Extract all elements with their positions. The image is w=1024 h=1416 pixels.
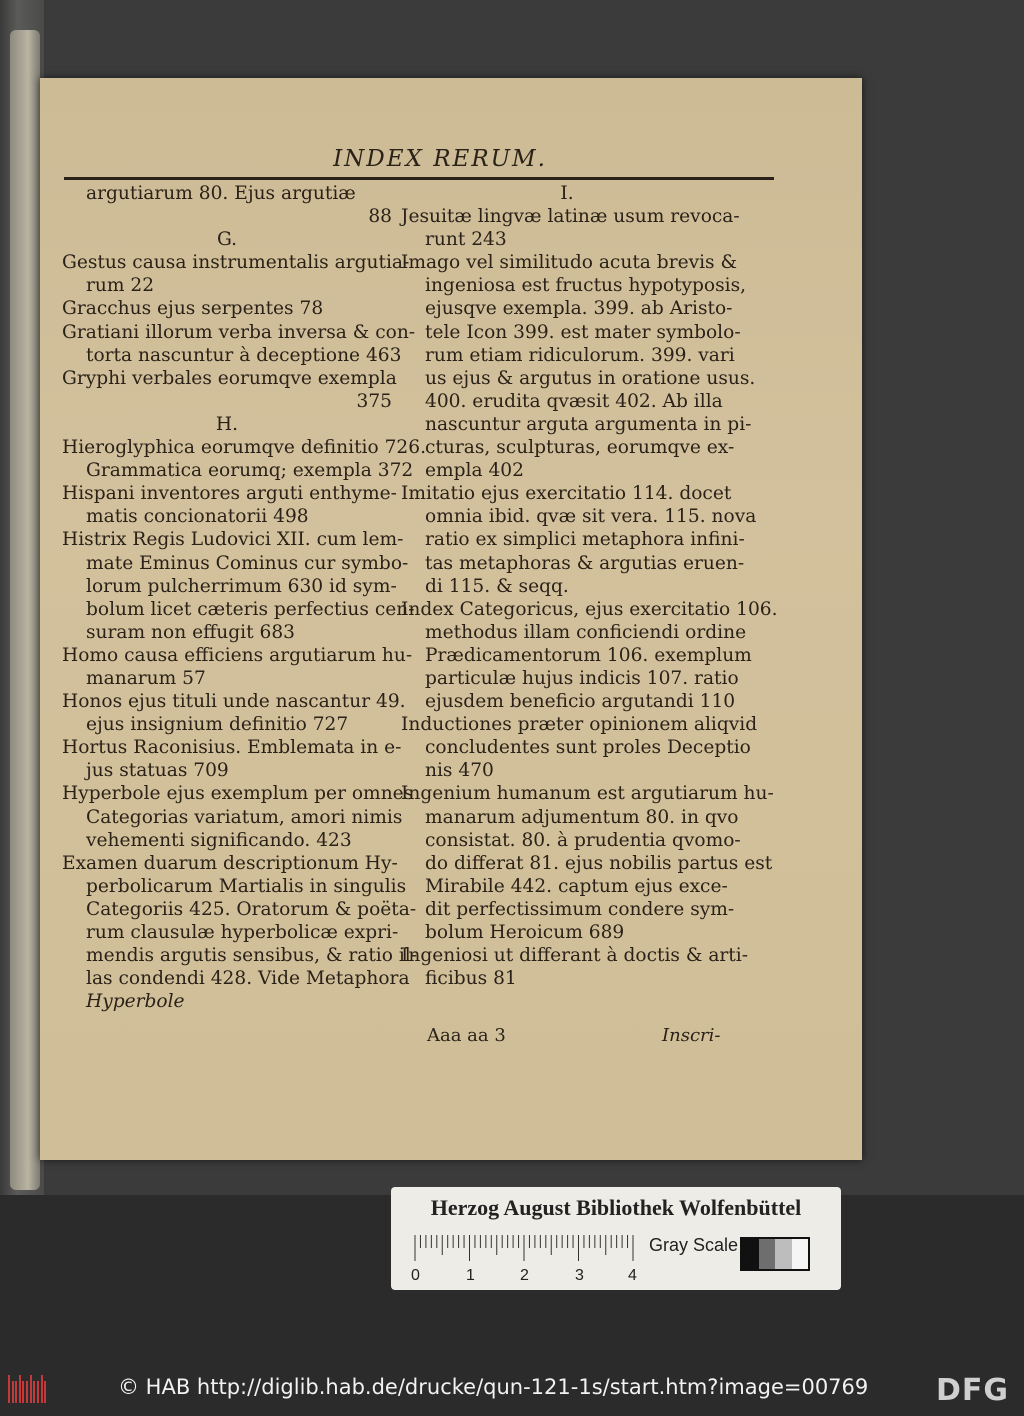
- index-line: Hortus Raconisius. Emblemata in e-: [62, 737, 402, 759]
- index-line: 400. erudita qvæsit 402. Ab illa: [425, 390, 723, 412]
- index-line: manarum adjumentum 80. in qvo: [425, 806, 739, 828]
- book-page: [40, 78, 862, 1160]
- index-line: runt 243: [425, 229, 507, 251]
- index-line: mendis argutis sensibus, & ratio il-: [86, 945, 418, 967]
- index-line: ingeniosa est fructus hypotyposis,: [425, 275, 747, 297]
- index-line: I.: [560, 183, 574, 204]
- index-line: las condendi 428. Vide Metaphora: [86, 968, 410, 990]
- index-line: di 115. & seqq.: [425, 575, 569, 597]
- index-line: Gracchus ejus serpentes 78: [62, 298, 324, 320]
- index-line: Homo causa efficiens argutiarum hu-: [62, 644, 413, 666]
- index-line: cturas, sculpturas, eorumqve ex-: [425, 437, 735, 459]
- index-line: Categorias variatum, amori nimis: [86, 806, 403, 828]
- index-line: lorum pulcherrimum 630 id sym-: [86, 575, 397, 597]
- gray-swatch: [792, 1239, 809, 1269]
- page-header: INDEX RERUM.: [333, 146, 547, 172]
- signature-mark: Aaa aa 3: [427, 1025, 506, 1046]
- index-line: mate Eminus Cominus cur symbo-: [86, 552, 409, 574]
- dfg-logo: DFG: [936, 1373, 1010, 1408]
- index-line: tas metaphoras & argutias eruen-: [425, 552, 745, 574]
- hab-logo-icon: [6, 1373, 50, 1405]
- index-line: tele Icon 399. est mater symbolo-: [425, 321, 741, 343]
- gray-scale-swatches: [740, 1237, 810, 1271]
- index-line: H.: [215, 413, 239, 435]
- index-line: suram non effugit 683: [86, 621, 295, 643]
- logo-bar: [26, 1381, 28, 1403]
- index-line: consistat. 80. à prudentia qvomo-: [425, 829, 741, 851]
- index-line: Index Categoricus, ejus exercitatio 106.: [401, 598, 778, 620]
- ruler-label: 1: [466, 1267, 475, 1284]
- index-line: ejusqve exempla. 399. ab Aristo-: [425, 298, 733, 320]
- index-line: omnia ibid. qvæ sit vera. 115. nova: [425, 506, 757, 528]
- index-line: concludentes sunt proles Deceptio: [425, 737, 751, 759]
- index-line: dit perfectissimum condere sym-: [425, 898, 735, 920]
- index-line: bolum Heroicum 689: [425, 922, 625, 943]
- ruler-label: 2: [520, 1267, 529, 1284]
- logo-bar: [19, 1375, 21, 1403]
- ruler-label: 3: [575, 1267, 584, 1284]
- index-line: Examen duarum descriptionum Hy-: [62, 852, 398, 874]
- index-line: Ingeniosi ut differant à doctis & arti-: [401, 945, 749, 967]
- index-line: particulæ hujus indicis 107. ratio: [425, 667, 739, 689]
- index-line: ficibus 81: [425, 968, 517, 990]
- gray-scale-label: Gray Scale: [649, 1235, 739, 1255]
- logo-bar: [41, 1375, 43, 1403]
- index-line: ejus insignium definitio 727: [86, 714, 349, 736]
- index-line: 375: [356, 390, 392, 412]
- gray-swatch: [759, 1239, 776, 1269]
- index-line: vehementi significando. 423: [86, 829, 352, 851]
- index-line: torta nascuntur à deceptione 463: [86, 344, 402, 366]
- logo-bar: [15, 1381, 17, 1403]
- index-line: Gratiani illorum verba inversa & con-: [62, 321, 416, 343]
- index-line: matis concionatorii 498: [86, 506, 309, 528]
- index-line: G.: [216, 229, 238, 251]
- right-column: [401, 182, 778, 990]
- index-line: rum 22: [86, 275, 155, 297]
- index-line: Hyperbole: [86, 991, 185, 1013]
- index-line: nis 470: [425, 760, 494, 782]
- gray-swatch: [742, 1239, 759, 1269]
- index-line: Imitatio ejus exercitatio 114. docet: [401, 483, 732, 505]
- measurement-ruler: [413, 1235, 639, 1261]
- index-line: Honos ejus tituli unde nascantur 49.: [62, 691, 406, 713]
- index-line: do differat 81. ejus nobilis partus est: [425, 852, 773, 874]
- index-line: perbolicarum Martialis in singulis: [86, 875, 407, 897]
- index-line: Histrix Regis Ludovici XII. cum lem-: [62, 529, 404, 551]
- catchword: Inscri-: [662, 1025, 721, 1046]
- index-line: methodus illam conficiendi ordine: [425, 621, 747, 643]
- library-card: [391, 1187, 841, 1290]
- index-line: empla 402: [425, 460, 524, 482]
- index-line: 88: [368, 206, 392, 228]
- index-line: Mirabile 442. captum ejus exce-: [425, 875, 728, 897]
- index-line: Ingenium humanum est argutiarum hu-: [401, 783, 774, 805]
- logo-bar: [8, 1375, 10, 1403]
- index-line: Prædicamentorum 106. exemplum: [425, 644, 752, 666]
- index-line: Jesuitæ lingvæ latinæ usum revoca-: [401, 206, 740, 228]
- index-line: ejusdem beneficio argutandi 110: [425, 691, 736, 713]
- footer-bar: [0, 1365, 1024, 1416]
- index-line: Hispani inventores arguti enthyme-: [62, 483, 397, 505]
- logo-bar: [30, 1375, 32, 1403]
- index-line: Categoriis 425. Oratorum & poëta-: [86, 898, 417, 920]
- index-line: Hyperbole ejus exemplum per omnes: [62, 783, 414, 805]
- index-line: Inductiones præter opinionem aliqvid: [401, 714, 758, 736]
- logo-bar: [12, 1381, 14, 1403]
- gray-swatch: [775, 1239, 792, 1269]
- ruler-label: 0: [411, 1267, 420, 1284]
- index-line: jus statuas 709: [86, 760, 229, 782]
- index-line: us ejus & argutus in oratione usus.: [425, 367, 756, 389]
- index-line: Imago vel similitudo acuta brevis &: [401, 252, 738, 274]
- index-line: Gestus causa instrumentalis argutia-: [62, 252, 410, 274]
- logo-bar: [37, 1381, 39, 1403]
- index-line: rum etiam ridiculorum. 399. vari: [425, 344, 735, 366]
- ruler-label: 4: [628, 1267, 637, 1284]
- header-rule: [64, 177, 774, 180]
- book-edge: [10, 30, 40, 1190]
- logo-bar: [22, 1381, 24, 1403]
- library-title: Herzog August Bibliothek Wolfenbüttel: [430, 1195, 802, 1220]
- index-line: Hieroglyphica eorumqve definitio 726.: [62, 437, 427, 459]
- index-line: manarum 57: [86, 667, 206, 689]
- index-line: Gryphi verbales eorumqve exempla: [62, 367, 397, 389]
- logo-bar: [44, 1381, 46, 1403]
- left-column: [62, 182, 427, 1013]
- index-line: ratio ex simplici metaphora infini-: [425, 529, 745, 551]
- index-line: Grammatica eorumq; exempla 372: [86, 460, 414, 482]
- index-line: bolum licet cæteris perfectius cen-: [86, 598, 415, 620]
- footer-url[interactable]: © HAB http://diglib.hab.de/drucke/qun-121-1s/start.htm?image=00769: [118, 1375, 869, 1399]
- index-line: rum clausulæ hyperbolicæ expri-: [86, 922, 399, 943]
- index-line: nascuntur arguta argumenta in pi-: [425, 413, 752, 435]
- index-line: argutiarum 80. Ejus argutiæ: [86, 183, 356, 204]
- logo-bar: [33, 1381, 35, 1403]
